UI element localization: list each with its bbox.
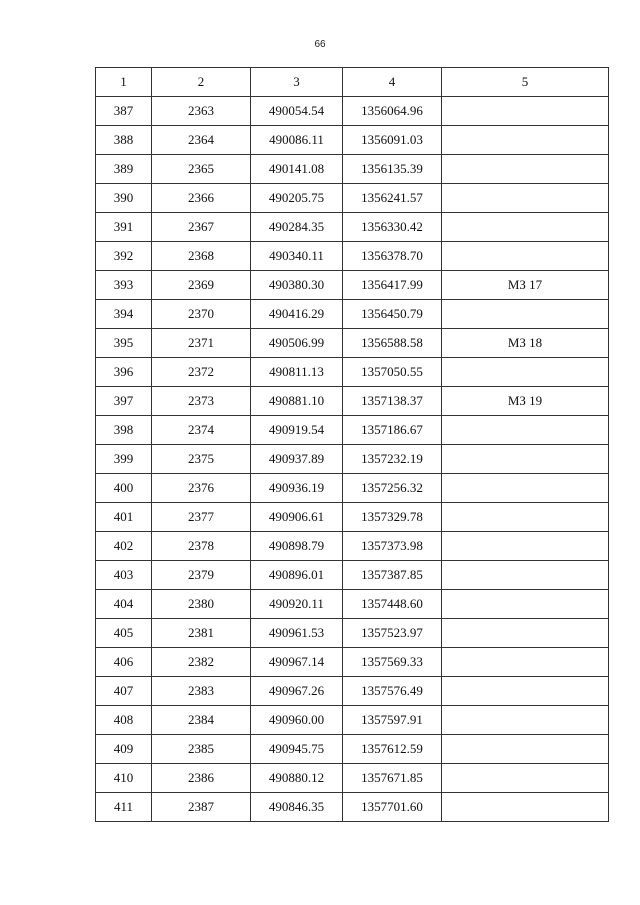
row-index-cell: 402 xyxy=(96,532,152,561)
note-cell xyxy=(442,155,609,184)
point-number-cell: 2377 xyxy=(152,503,251,532)
note-cell xyxy=(442,590,609,619)
note-cell xyxy=(442,416,609,445)
note-cell xyxy=(442,445,609,474)
table-row xyxy=(96,474,609,503)
point-number-cell: 2367 xyxy=(152,213,251,242)
header-row xyxy=(96,68,609,97)
row-index-cell: 409 xyxy=(96,735,152,764)
row-index-cell: 390 xyxy=(96,184,152,213)
table-row xyxy=(96,793,609,822)
x-coordinate-cell: 490506.99 xyxy=(251,329,343,358)
row-index-cell: 399 xyxy=(96,445,152,474)
point-number-cell: 2374 xyxy=(152,416,251,445)
row-index-cell: 389 xyxy=(96,155,152,184)
note-cell xyxy=(442,184,609,213)
row-index-cell: 411 xyxy=(96,793,152,822)
point-number-cell: 2378 xyxy=(152,532,251,561)
note-cell: МЗ 19 xyxy=(442,387,609,416)
note-cell: МЗ 18 xyxy=(442,329,609,358)
x-coordinate-cell: 490846.35 xyxy=(251,793,343,822)
x-coordinate-cell: 490906.61 xyxy=(251,503,343,532)
table-row xyxy=(96,735,609,764)
x-coordinate-cell: 490898.79 xyxy=(251,532,343,561)
y-coordinate-cell: 1356417.99 xyxy=(343,271,442,300)
point-number-cell: 2364 xyxy=(152,126,251,155)
point-number-cell: 2386 xyxy=(152,764,251,793)
point-number-cell: 2370 xyxy=(152,300,251,329)
note-cell xyxy=(442,793,609,822)
row-index-cell: 406 xyxy=(96,648,152,677)
point-number-cell: 2376 xyxy=(152,474,251,503)
column-header: 1 xyxy=(96,68,152,97)
row-index-cell: 392 xyxy=(96,242,152,271)
note-cell xyxy=(442,619,609,648)
row-index-cell: 391 xyxy=(96,213,152,242)
row-index-cell: 403 xyxy=(96,561,152,590)
y-coordinate-cell: 1357671.85 xyxy=(343,764,442,793)
point-number-cell: 2369 xyxy=(152,271,251,300)
table-row xyxy=(96,97,609,126)
point-number-cell: 2372 xyxy=(152,358,251,387)
y-coordinate-cell: 1356588.58 xyxy=(343,329,442,358)
x-coordinate-cell: 490937.89 xyxy=(251,445,343,474)
note-cell xyxy=(442,648,609,677)
row-index-cell: 404 xyxy=(96,590,152,619)
note-cell xyxy=(442,242,609,271)
y-coordinate-cell: 1357387.85 xyxy=(343,561,442,590)
row-index-cell: 396 xyxy=(96,358,152,387)
y-coordinate-cell: 1356450.79 xyxy=(343,300,442,329)
y-coordinate-cell: 1357569.33 xyxy=(343,648,442,677)
y-coordinate-cell: 1357373.98 xyxy=(343,532,442,561)
row-index-cell: 397 xyxy=(96,387,152,416)
point-number-cell: 2368 xyxy=(152,242,251,271)
coordinates-table xyxy=(95,67,609,822)
row-index-cell: 398 xyxy=(96,416,152,445)
table-header xyxy=(96,68,609,97)
y-coordinate-cell: 1357448.60 xyxy=(343,590,442,619)
row-index-cell: 393 xyxy=(96,271,152,300)
x-coordinate-cell: 490967.26 xyxy=(251,677,343,706)
x-coordinate-cell: 490340.11 xyxy=(251,242,343,271)
point-number-cell: 2379 xyxy=(152,561,251,590)
table-row xyxy=(96,271,609,300)
x-coordinate-cell: 490919.54 xyxy=(251,416,343,445)
x-coordinate-cell: 490896.01 xyxy=(251,561,343,590)
y-coordinate-cell: 1356135.39 xyxy=(343,155,442,184)
table-row xyxy=(96,242,609,271)
row-index-cell: 395 xyxy=(96,329,152,358)
x-coordinate-cell: 490967.14 xyxy=(251,648,343,677)
column-header: 4 xyxy=(343,68,442,97)
point-number-cell: 2371 xyxy=(152,329,251,358)
table-row xyxy=(96,445,609,474)
note-cell xyxy=(442,474,609,503)
y-coordinate-cell: 1357232.19 xyxy=(343,445,442,474)
note-cell xyxy=(442,706,609,735)
x-coordinate-cell: 490205.75 xyxy=(251,184,343,213)
point-number-cell: 2365 xyxy=(152,155,251,184)
x-coordinate-cell: 490811.13 xyxy=(251,358,343,387)
note-cell xyxy=(442,213,609,242)
x-coordinate-cell: 490416.29 xyxy=(251,300,343,329)
note-cell xyxy=(442,532,609,561)
note-cell xyxy=(442,764,609,793)
point-number-cell: 2384 xyxy=(152,706,251,735)
page-number: 66 xyxy=(314,39,326,50)
y-coordinate-cell: 1356330.42 xyxy=(343,213,442,242)
point-number-cell: 2375 xyxy=(152,445,251,474)
row-index-cell: 407 xyxy=(96,677,152,706)
note-cell xyxy=(442,97,609,126)
table-row xyxy=(96,706,609,735)
note-cell: МЗ 17 xyxy=(442,271,609,300)
x-coordinate-cell: 490960.00 xyxy=(251,706,343,735)
row-index-cell: 410 xyxy=(96,764,152,793)
y-coordinate-cell: 1357523.97 xyxy=(343,619,442,648)
point-number-cell: 2382 xyxy=(152,648,251,677)
table-row xyxy=(96,677,609,706)
column-header: 2 xyxy=(152,68,251,97)
note-cell xyxy=(442,300,609,329)
table-row xyxy=(96,416,609,445)
table-row xyxy=(96,590,609,619)
point-number-cell: 2373 xyxy=(152,387,251,416)
y-coordinate-cell: 1357701.60 xyxy=(343,793,442,822)
table-row xyxy=(96,561,609,590)
table-body xyxy=(96,97,609,822)
point-number-cell: 2383 xyxy=(152,677,251,706)
point-number-cell: 2363 xyxy=(152,97,251,126)
y-coordinate-cell: 1356091.03 xyxy=(343,126,442,155)
x-coordinate-cell: 490945.75 xyxy=(251,735,343,764)
y-coordinate-cell: 1357329.78 xyxy=(343,503,442,532)
x-coordinate-cell: 490880.12 xyxy=(251,764,343,793)
row-index-cell: 401 xyxy=(96,503,152,532)
table-row xyxy=(96,329,609,358)
y-coordinate-cell: 1357050.55 xyxy=(343,358,442,387)
x-coordinate-cell: 490936.19 xyxy=(251,474,343,503)
note-cell xyxy=(442,561,609,590)
table-row xyxy=(96,532,609,561)
y-coordinate-cell: 1356378.70 xyxy=(343,242,442,271)
y-coordinate-cell: 1357597.91 xyxy=(343,706,442,735)
x-coordinate-cell: 490054.54 xyxy=(251,97,343,126)
row-index-cell: 394 xyxy=(96,300,152,329)
note-cell xyxy=(442,503,609,532)
x-coordinate-cell: 490920.11 xyxy=(251,590,343,619)
point-number-cell: 2387 xyxy=(152,793,251,822)
x-coordinate-cell: 490881.10 xyxy=(251,387,343,416)
table-row xyxy=(96,213,609,242)
row-index-cell: 405 xyxy=(96,619,152,648)
y-coordinate-cell: 1357186.67 xyxy=(343,416,442,445)
table-row xyxy=(96,300,609,329)
table-row xyxy=(96,503,609,532)
column-header: 5 xyxy=(442,68,609,97)
table-row xyxy=(96,184,609,213)
note-cell xyxy=(442,126,609,155)
note-cell xyxy=(442,358,609,387)
x-coordinate-cell: 490961.53 xyxy=(251,619,343,648)
table-row xyxy=(96,126,609,155)
y-coordinate-cell: 1356241.57 xyxy=(343,184,442,213)
point-number-cell: 2366 xyxy=(152,184,251,213)
table-row xyxy=(96,764,609,793)
x-coordinate-cell: 490141.08 xyxy=(251,155,343,184)
row-index-cell: 388 xyxy=(96,126,152,155)
point-number-cell: 2385 xyxy=(152,735,251,764)
y-coordinate-cell: 1357138.37 xyxy=(343,387,442,416)
y-coordinate-cell: 1357612.59 xyxy=(343,735,442,764)
x-coordinate-cell: 490380.30 xyxy=(251,271,343,300)
point-number-cell: 2380 xyxy=(152,590,251,619)
table-row xyxy=(96,155,609,184)
x-coordinate-cell: 490284.35 xyxy=(251,213,343,242)
table-row xyxy=(96,648,609,677)
row-index-cell: 387 xyxy=(96,97,152,126)
note-cell xyxy=(442,677,609,706)
table-row xyxy=(96,358,609,387)
y-coordinate-cell: 1356064.96 xyxy=(343,97,442,126)
table-row xyxy=(96,387,609,416)
row-index-cell: 400 xyxy=(96,474,152,503)
y-coordinate-cell: 1357576.49 xyxy=(343,677,442,706)
x-coordinate-cell: 490086.11 xyxy=(251,126,343,155)
table-row xyxy=(96,619,609,648)
note-cell xyxy=(442,735,609,764)
row-index-cell: 408 xyxy=(96,706,152,735)
point-number-cell: 2381 xyxy=(152,619,251,648)
y-coordinate-cell: 1357256.32 xyxy=(343,474,442,503)
column-header: 3 xyxy=(251,68,343,97)
